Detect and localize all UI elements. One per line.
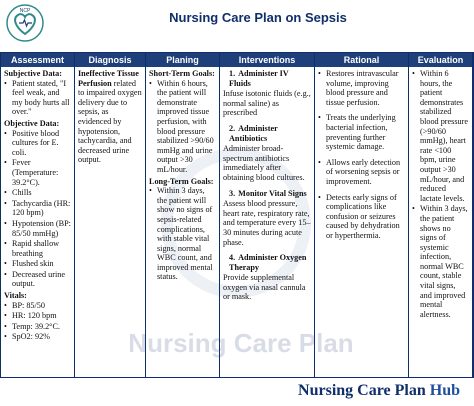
list-item: • HR: 120 bpm <box>4 311 71 321</box>
diagnosis-title: Ineffective Tissue Perfusion <box>78 69 139 88</box>
intervention-3-heading <box>223 189 311 199</box>
diagnosis-column <box>75 53 146 379</box>
intervention-title: Administer Antibiotics <box>229 123 278 143</box>
intervention-title: Monitor Vital Signs <box>238 188 307 198</box>
vitals-heading: Vitals: <box>4 291 27 301</box>
long-term-goals-heading: Long-Term Goals: <box>149 176 214 186</box>
list-item: • Within 3 days, the patient shows no signs of systemic infection, normal WBC count, stable vital signs, and improved mental alertness. <box>412 204 469 319</box>
intervention-2-heading <box>223 124 311 143</box>
list-item: • SpO2: 92% <box>4 332 71 342</box>
intervention-text: Infuse isotonic fluids (e.g., normal saline) as prescribed <box>223 89 311 118</box>
column-header-evaluation: Evaluation <box>409 53 472 67</box>
short-term-goals-heading: Short-Term Goals: <box>149 69 215 78</box>
page-footer <box>0 378 474 406</box>
care-plan-table <box>0 52 474 378</box>
subjective-data-heading: Subjective Data: <box>4 69 62 78</box>
list-item: • Patient stated, "I feel weak, and my body hurts all over." <box>4 79 71 117</box>
ncp-heart-logo-icon <box>6 3 44 43</box>
column-header-interventions: Interventions <box>220 53 314 67</box>
intervention-text: Assess blood pressure, heart rate, respiratory rate, and temperature every 15–30 minutes during acute phase. <box>223 199 311 247</box>
page-title: Nursing Care Plan on Sepsis <box>169 10 347 25</box>
objective-data-heading: Objective Data: <box>4 118 60 128</box>
list-item: • BP: 85/50 <box>4 301 71 311</box>
list-item: • Hypotension (BP: 85/50 mmHg) <box>4 219 71 238</box>
list-item: • Within 6 hours, the patient demonstrates stabilized blood pressure (>90/60 mmHg), heart rate <100 bpm, urine output >30 mL/hour, and reduced lactate levels. <box>412 69 469 203</box>
assessment-column <box>1 53 75 379</box>
list-item: • Restores intravascular volume, improving blood pressure and tissue perfusion. <box>318 69 405 107</box>
rationale-column <box>315 53 409 379</box>
list-item: • Detects early signs of complications like confusion or seizures caused by dehydration or hyperthermia. <box>318 193 405 241</box>
intervention-text: Provide supplemental oxygen via nasal cannula or mask. <box>223 273 306 302</box>
diagnosis-text: related to impaired oxygen delivery due to sepsis, as evidenced by hypotension, tachycardia, and decreased urine output. <box>78 78 142 165</box>
intervention-number: 1. <box>229 69 236 78</box>
brand-main: Nursing Care Plan <box>298 382 430 399</box>
list-item: • Chills <box>4 188 71 198</box>
column-header-rational: Rational <box>315 53 408 67</box>
intervention-number: 2. <box>229 123 236 133</box>
list-item: • Temp: 39.2°C. <box>4 322 71 332</box>
planning-column <box>146 53 220 379</box>
brand-accent: Hub <box>429 382 460 399</box>
watermark-text: Nursing Care Plan <box>128 328 354 358</box>
column-header-assessment: Assessment <box>1 53 74 67</box>
list-item: • Positive blood cultures for E. coli. <box>4 129 71 158</box>
list-item: • Allows early detection of worsening sepsis or improvement. <box>318 158 405 187</box>
list-item: • Fever (Temperature: 39.2°C). <box>4 158 71 187</box>
list-item: • Within 6 hours, the patient will demonstrate improved tissue perfusion, with blood pressure stabilized >90/60 mmHg and urine output >30 mL/hour. <box>149 79 216 175</box>
intervention-1-heading <box>223 69 311 88</box>
intervention-title: Administer Oxygen Therapy <box>229 253 307 272</box>
column-header-planning: Planing <box>146 53 219 67</box>
column-header-diagnosis: Diagnosis <box>75 53 145 67</box>
intervention-number: 3. <box>229 188 236 198</box>
interventions-column <box>220 53 315 379</box>
page-header <box>0 0 474 46</box>
intervention-title: Administer IV Fluids <box>229 69 289 88</box>
list-item: • Tachycardia (HR: 120 bpm) <box>4 199 71 218</box>
logo-text: NCP <box>19 8 31 14</box>
list-item: • Rapid shallow breathing <box>4 239 71 258</box>
intervention-4-heading <box>223 253 311 272</box>
brand-logo <box>298 382 460 400</box>
list-item: • Treats the underlying bacterial infection, preventing further systemic damage. <box>318 113 405 151</box>
evaluation-column <box>409 53 473 379</box>
intervention-number: 4. <box>229 253 236 263</box>
intervention-text: Administer broad-spectrum antibiotics immediately after obtaining blood cultures. <box>223 144 305 182</box>
list-item: • Flushed skin <box>4 259 71 269</box>
list-item: • Decreased urine output. <box>4 270 71 289</box>
list-item: • Within 3 days, the patient will show no signs of sepsis-related complications, with stable vital signs, normal WBC count, and improved mental status. <box>149 186 216 282</box>
